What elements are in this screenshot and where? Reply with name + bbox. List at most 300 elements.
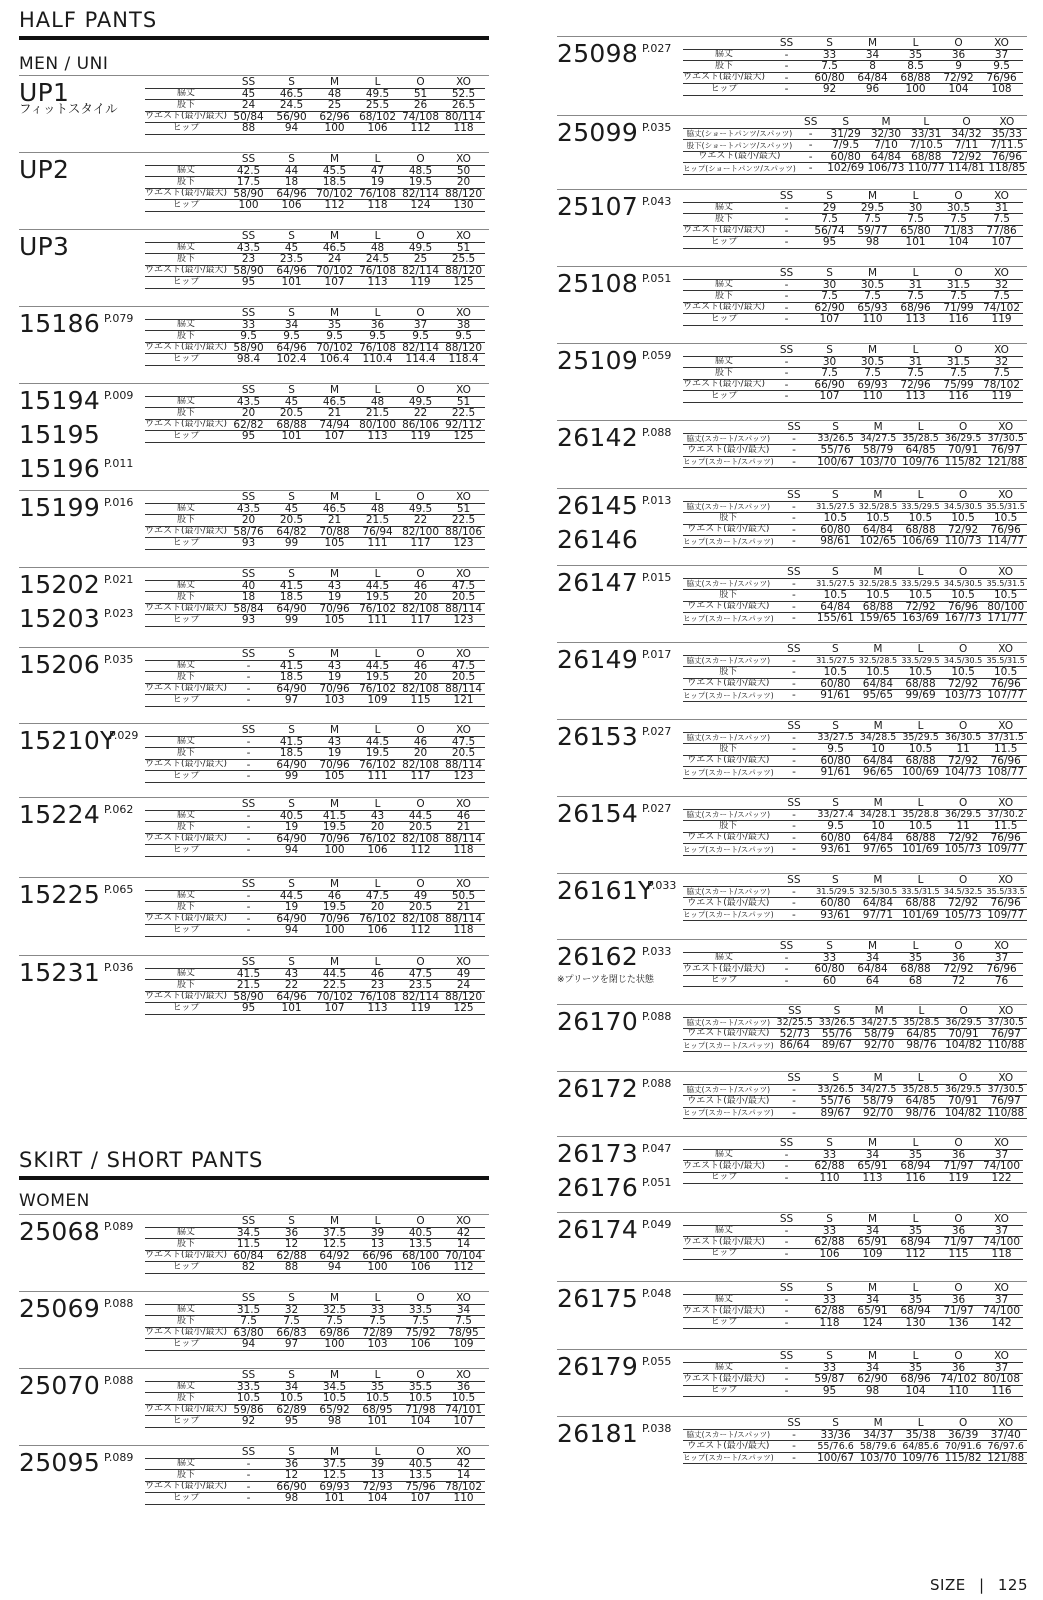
size-value: 12 <box>270 1470 313 1482</box>
size-value: 26 <box>399 100 442 112</box>
footer-separator: | <box>979 1576 985 1594</box>
size-value: 42 <box>442 1458 485 1470</box>
measurement-label: ウエスト(最小/最大) <box>145 1481 228 1492</box>
size-value: 9.5 <box>313 331 356 343</box>
size-value: - <box>765 225 808 237</box>
size-value: 34.5/30.5 <box>942 501 985 513</box>
page-reference: P.035 <box>642 121 672 134</box>
measurement-label: 股下 <box>683 513 774 525</box>
size-value: 33/26.5 <box>816 1017 858 1028</box>
size-header-cell: L <box>894 1214 937 1225</box>
measurement-row <box>145 1327 485 1339</box>
size-header-row <box>683 567 1027 578</box>
size-value: 98 <box>851 237 894 249</box>
size-value: 10.5 <box>899 821 942 833</box>
size-header-cell: SS <box>227 231 270 242</box>
size-value: 66/83 <box>270 1327 313 1339</box>
measurement-label <box>683 191 765 202</box>
size-value: 19.5 <box>313 902 356 914</box>
measurement-row <box>683 237 1023 249</box>
measurement-label: ウエスト(最小/最大) <box>683 1305 766 1316</box>
measurement-label: ヒップ(スカート/スパッツ) <box>683 844 774 854</box>
size-value: 102/65 <box>857 536 900 548</box>
size-header-cell: O <box>937 345 980 356</box>
size-value: 71/97 <box>937 1161 980 1173</box>
size-value: 7.5 <box>356 1316 399 1328</box>
size-header-row <box>145 308 485 319</box>
measurement-row <box>145 603 485 615</box>
size-header-cell: S <box>270 308 313 319</box>
measurement-label <box>145 385 227 396</box>
measurement-row <box>683 84 1023 96</box>
size-value: 36 <box>270 1227 313 1239</box>
size-header-cell: XO <box>980 941 1023 952</box>
size-header-cell: M <box>857 490 900 501</box>
size-value: 64/90 <box>270 603 313 615</box>
measurement-label <box>145 154 227 165</box>
size-value: 113 <box>894 391 937 403</box>
size-value: 64/85 <box>899 445 942 457</box>
size-value: 33/36 <box>814 1429 857 1441</box>
size-value: 62/88 <box>808 1237 851 1249</box>
size-header-cell: O <box>399 725 442 736</box>
size-value: 70/102 <box>313 342 356 354</box>
size-value: 68/88 <box>899 678 942 690</box>
size-value: 88/106 <box>442 526 485 538</box>
measurement-label: ヒップ <box>145 1003 227 1015</box>
size-value: 95 <box>227 1003 270 1015</box>
size-value: 24 <box>227 100 270 112</box>
size-value: 96 <box>851 84 894 96</box>
size-value: 76/102 <box>356 759 399 771</box>
measurement-row <box>683 1374 1023 1386</box>
size-value: 35 <box>894 1362 937 1374</box>
size-header-cell: L <box>356 725 399 736</box>
size-value: 13 <box>356 1470 399 1482</box>
size-value: 59/77 <box>851 225 894 237</box>
size-value: 37/40 <box>984 1429 1027 1441</box>
size-value: 13.5 <box>399 1239 442 1251</box>
product-code: UP1 <box>19 78 70 107</box>
size-value: - <box>765 379 808 391</box>
size-value: 33 <box>808 952 851 964</box>
size-value: 76/96 <box>984 524 1027 536</box>
size-value: 76/96 <box>984 678 1027 690</box>
measurement-row <box>683 578 1027 590</box>
size-value: 110/73 <box>942 536 985 548</box>
size-value: 12.5 <box>313 1470 356 1482</box>
size-value: 43 <box>270 968 313 980</box>
size-value: 125 <box>442 431 485 443</box>
size-value: 104/82 <box>942 1107 985 1119</box>
size-header-cell: L <box>356 1216 399 1227</box>
size-table <box>145 799 485 857</box>
measurement-label <box>683 1283 765 1294</box>
size-value: - <box>765 368 808 380</box>
size-header-cell: L <box>894 268 937 279</box>
size-value: 104/73 <box>942 767 985 779</box>
size-table <box>145 385 485 443</box>
size-value: 35 <box>894 952 937 964</box>
size-value: 33 <box>808 1225 851 1237</box>
measurement-row <box>145 810 485 822</box>
size-value: 82/108 <box>399 913 442 925</box>
size-value: 51 <box>442 503 485 515</box>
measurement-row <box>145 123 485 135</box>
size-value: 7/9.5 <box>826 140 866 152</box>
size-value: 88 <box>227 123 270 135</box>
size-value: - <box>765 391 808 403</box>
measurement-label: 脇丈 <box>683 49 765 61</box>
size-value: 64/96 <box>270 342 313 354</box>
size-value: 68/94 <box>894 1237 937 1249</box>
size-value: 68/94 <box>894 1306 937 1318</box>
measurement-row <box>683 456 1027 468</box>
size-header-cell: XO <box>442 1293 485 1304</box>
size-value: 103/70 <box>857 1452 900 1464</box>
size-value: 76/96 <box>980 72 1023 84</box>
measurement-label: 脇丈 <box>145 503 227 515</box>
size-header-cell: L <box>899 567 942 578</box>
measurement-label <box>683 875 774 886</box>
size-value: 121/88 <box>984 456 1027 468</box>
measurement-row <box>145 736 485 748</box>
size-value: 35.5/31.5 <box>984 501 1027 513</box>
size-header-row <box>145 1216 485 1227</box>
measurement-row <box>145 419 485 431</box>
size-value: 70/91 <box>942 1028 984 1040</box>
section-title-skirt: SKIRT / SHORT PANTS <box>19 1148 264 1172</box>
size-value: 136 <box>937 1317 980 1329</box>
size-value: 82/114 <box>399 991 442 1003</box>
size-header-cell: O <box>937 941 980 952</box>
size-table <box>145 725 485 783</box>
size-value: 64/90 <box>270 833 313 845</box>
size-value: 110 <box>442 1493 485 1505</box>
size-value: 37 <box>980 1362 1023 1374</box>
size-value: 76/96 <box>987 151 1027 163</box>
size-value: 70/102 <box>313 265 356 277</box>
product-code: 15196 <box>19 454 101 483</box>
size-value: 106 <box>270 200 313 212</box>
size-value: 76/108 <box>356 265 399 277</box>
size-value: 70/91 <box>942 445 985 457</box>
size-value: 42 <box>442 1227 485 1239</box>
size-value: 10.5 <box>814 513 857 525</box>
size-value: 118 <box>442 845 485 857</box>
measurement-row <box>145 538 485 550</box>
size-table <box>145 1293 485 1351</box>
size-value: 21.5 <box>356 408 399 420</box>
measurement-label: 脇丈(ショートパンツ/スパッツ) <box>683 128 796 140</box>
size-header-cell: XO <box>980 345 1023 356</box>
size-value: 44.5 <box>356 660 399 672</box>
size-header-row <box>145 385 485 396</box>
size-value: - <box>227 695 270 707</box>
size-value: 163/69 <box>899 613 942 625</box>
size-value: - <box>765 1149 808 1161</box>
size-value: 113 <box>356 1003 399 1015</box>
size-header-cell: XO <box>980 1351 1023 1362</box>
block-divider <box>19 75 489 76</box>
size-value: 98 <box>313 1416 356 1428</box>
size-header-cell: S <box>814 875 857 886</box>
size-header-cell: O <box>399 154 442 165</box>
size-value: 35/29.5 <box>899 732 942 744</box>
measurement-label: 股下 <box>145 902 227 914</box>
size-value: 110/88 <box>985 1040 1027 1052</box>
measurement-label <box>145 799 227 810</box>
size-header-row <box>683 422 1027 433</box>
size-header-row <box>683 721 1027 732</box>
size-value: - <box>227 771 270 783</box>
size-header-cell: L <box>356 385 399 396</box>
size-value: 72/92 <box>942 832 985 844</box>
size-value: 47.5 <box>442 736 485 748</box>
size-value: 100 <box>313 925 356 937</box>
measurement-label: ヒップ(スカート/スパッツ) <box>683 1453 774 1462</box>
block-divider <box>557 1416 1027 1417</box>
size-header-cell: L <box>356 231 399 242</box>
size-header-row <box>683 490 1027 501</box>
size-header-cell: M <box>313 1370 356 1381</box>
size-value: 101/69 <box>899 909 942 921</box>
measurement-label: ヒップ(スカート/スパッツ) <box>683 613 774 623</box>
size-value: 36 <box>937 49 980 61</box>
measurement-row <box>145 1316 485 1328</box>
size-value: 95 <box>808 237 851 249</box>
size-header-cell: SS <box>774 721 815 732</box>
measurement-label: ウエスト(最小/最大) <box>683 225 766 236</box>
size-header-cell: M <box>857 875 900 886</box>
measurement-label: ウエスト(最小/最大) <box>145 1327 228 1338</box>
size-value: 124 <box>399 200 442 212</box>
size-header-cell: O <box>937 1214 980 1225</box>
size-header-cell: O <box>937 1351 980 1362</box>
size-value: 100/67 <box>814 1452 857 1464</box>
measurement-row <box>145 331 485 343</box>
size-value: 94 <box>227 1339 270 1351</box>
size-header-cell: M <box>313 725 356 736</box>
size-value: 12 <box>270 1239 313 1251</box>
measurement-row <box>145 111 485 123</box>
size-value: 80/100 <box>356 419 399 431</box>
size-value: 48 <box>356 396 399 408</box>
size-value: 58/79 <box>857 1096 900 1108</box>
size-value: 35/28.5 <box>900 1017 942 1028</box>
size-value: 17.5 <box>227 177 270 189</box>
size-value: 36/29.5 <box>942 809 985 821</box>
size-value: 107 <box>313 1003 356 1015</box>
measurement-label: ヒップ <box>683 84 765 96</box>
size-value: 92/112 <box>442 419 485 431</box>
size-value: 106 <box>808 1248 851 1260</box>
size-value: 20.5 <box>399 822 442 834</box>
size-header-cell: M <box>857 422 900 433</box>
measurement-row <box>683 524 1027 536</box>
size-value: 43 <box>313 580 356 592</box>
style-subtitle: フィットスタイル <box>19 101 118 116</box>
size-header-row <box>145 799 485 810</box>
size-value: 72/92 <box>937 72 980 84</box>
size-header-cell: M <box>857 644 900 655</box>
size-value: 31.5/27.5 <box>814 501 857 513</box>
size-value: 100 <box>313 1339 356 1351</box>
size-header-cell: M <box>857 1073 900 1084</box>
size-value: 110 <box>937 1385 980 1397</box>
size-value: 62/96 <box>313 111 356 123</box>
size-header-cell: L <box>899 644 942 655</box>
size-value: 32 <box>980 356 1023 368</box>
measurement-row <box>683 844 1027 856</box>
size-value: 58/90 <box>227 265 270 277</box>
size-value: 100 <box>313 123 356 135</box>
measurement-label: 脇丈 <box>145 810 227 822</box>
size-value: 119 <box>980 391 1023 403</box>
size-value: 10.5 <box>899 513 942 525</box>
size-value: 103/70 <box>857 456 900 468</box>
size-header-cell: O <box>942 1073 985 1084</box>
measurement-label: 脇丈 <box>145 1304 227 1316</box>
size-value: 68 <box>894 975 937 987</box>
size-header-cell: SS <box>227 154 270 165</box>
size-value: 101 <box>270 1003 313 1015</box>
measurement-row <box>683 291 1023 303</box>
size-header-cell: M <box>851 38 894 49</box>
size-header-cell: S <box>270 569 313 580</box>
size-value: 60/80 <box>808 72 851 84</box>
measurement-row <box>683 356 1023 368</box>
measurement-label: 脇丈 <box>145 319 227 331</box>
size-header-cell: S <box>808 268 851 279</box>
size-value: 60/80 <box>814 678 857 690</box>
size-header-cell: S <box>808 191 851 202</box>
size-value: 82/108 <box>399 603 442 615</box>
size-header-cell: SS <box>774 644 814 655</box>
size-value: 7.5 <box>313 1316 356 1328</box>
measurement-label: 股下 <box>145 515 227 527</box>
size-value: 101 <box>270 431 313 443</box>
size-value: 64/84 <box>857 755 899 767</box>
measurement-label: ウエスト(最小/最大) <box>683 445 774 457</box>
size-value: 71/83 <box>937 225 980 237</box>
measurement-label <box>683 490 774 501</box>
size-header-cell: M <box>313 385 356 396</box>
size-value: 107 <box>980 237 1023 249</box>
size-value: 88/114 <box>442 833 485 845</box>
size-table <box>683 644 1027 702</box>
size-value: - <box>765 49 808 61</box>
size-value: 35/28.5 <box>899 433 942 445</box>
measurement-label: 股下 <box>145 822 227 834</box>
size-value: 88/120 <box>442 991 485 1003</box>
page-reference: P.013 <box>642 494 672 507</box>
size-header-row <box>145 569 485 580</box>
size-value: 92/70 <box>858 1040 900 1052</box>
size-value: 58/90 <box>227 342 270 354</box>
measurement-row <box>145 396 485 408</box>
size-value: 37 <box>980 1294 1023 1306</box>
size-header-cell: XO <box>442 799 485 810</box>
size-value: 103/73 <box>942 690 985 702</box>
size-value: 7.5 <box>808 291 851 303</box>
size-header-cell: XO <box>984 875 1027 886</box>
size-value: 58/90 <box>227 188 270 200</box>
size-value: - <box>774 601 814 613</box>
size-value: 10.5 <box>227 1393 270 1405</box>
measurement-label <box>683 117 796 128</box>
size-header-cell: O <box>399 569 442 580</box>
size-header-cell: L <box>356 799 399 810</box>
measurement-label: 脇丈(スカート/スパッツ) <box>683 732 774 744</box>
measurement-label: 脇丈 <box>145 88 227 100</box>
size-value: 60/80 <box>808 964 851 976</box>
size-value: 65/91 <box>851 1161 894 1173</box>
product-code: 25070 <box>19 1371 101 1400</box>
size-value: 10.5 <box>857 590 900 602</box>
product-code: 26162 <box>557 942 639 971</box>
size-header-cell: S <box>814 798 856 809</box>
size-value: 64/90 <box>270 759 313 771</box>
size-value: 110/77 <box>907 162 945 174</box>
size-value: - <box>765 1225 808 1237</box>
size-value: 76/96 <box>980 964 1023 976</box>
size-value: 167/73 <box>942 613 985 625</box>
size-value: 91/61 <box>814 690 857 702</box>
size-value: 35/33 <box>987 128 1027 140</box>
size-header-row <box>683 1006 1027 1017</box>
size-header-cell: XO <box>442 77 485 88</box>
size-header-row <box>683 191 1023 202</box>
size-value: 71/99 <box>937 302 980 314</box>
size-value: 34/27.5 <box>858 1017 900 1028</box>
measurement-row <box>145 683 485 695</box>
size-header-row <box>145 154 485 165</box>
size-value: 45.5 <box>313 165 356 177</box>
size-value: - <box>774 809 815 821</box>
size-value: 33.5 <box>227 1381 270 1393</box>
measurement-label: 脇丈 <box>145 1458 227 1470</box>
size-value: 94 <box>270 845 313 857</box>
size-value: 35.5/31.5 <box>984 655 1027 667</box>
size-value: - <box>227 890 270 902</box>
size-header-cell: M <box>857 721 899 732</box>
size-value: 19 <box>313 748 356 760</box>
product-code: 25107 <box>557 192 639 221</box>
size-header-row <box>683 1283 1023 1294</box>
size-header-cell: S <box>808 1214 851 1225</box>
size-value: 30 <box>808 356 851 368</box>
size-value: 21 <box>442 902 485 914</box>
page-reference: P.029 <box>109 729 139 742</box>
size-value: 130 <box>442 200 485 212</box>
measurement-row <box>145 165 485 177</box>
size-value: 51 <box>442 396 485 408</box>
size-value: 7.5 <box>894 291 937 303</box>
measurement-label: ウエスト(最小/最大) <box>145 419 228 430</box>
size-header-cell: O <box>946 117 986 128</box>
product-code: 15206 <box>19 650 101 679</box>
size-value: 64/90 <box>270 683 313 695</box>
section-rule <box>19 1176 489 1180</box>
size-value: 52/73 <box>774 1028 816 1040</box>
size-value: 36/29.5 <box>942 1084 985 1096</box>
size-value: 49 <box>399 890 442 902</box>
footer-label: SIZE <box>930 1576 966 1594</box>
size-value: 32.5/28.5 <box>857 578 900 590</box>
size-header-row <box>145 231 485 242</box>
size-header-cell: S <box>270 77 313 88</box>
